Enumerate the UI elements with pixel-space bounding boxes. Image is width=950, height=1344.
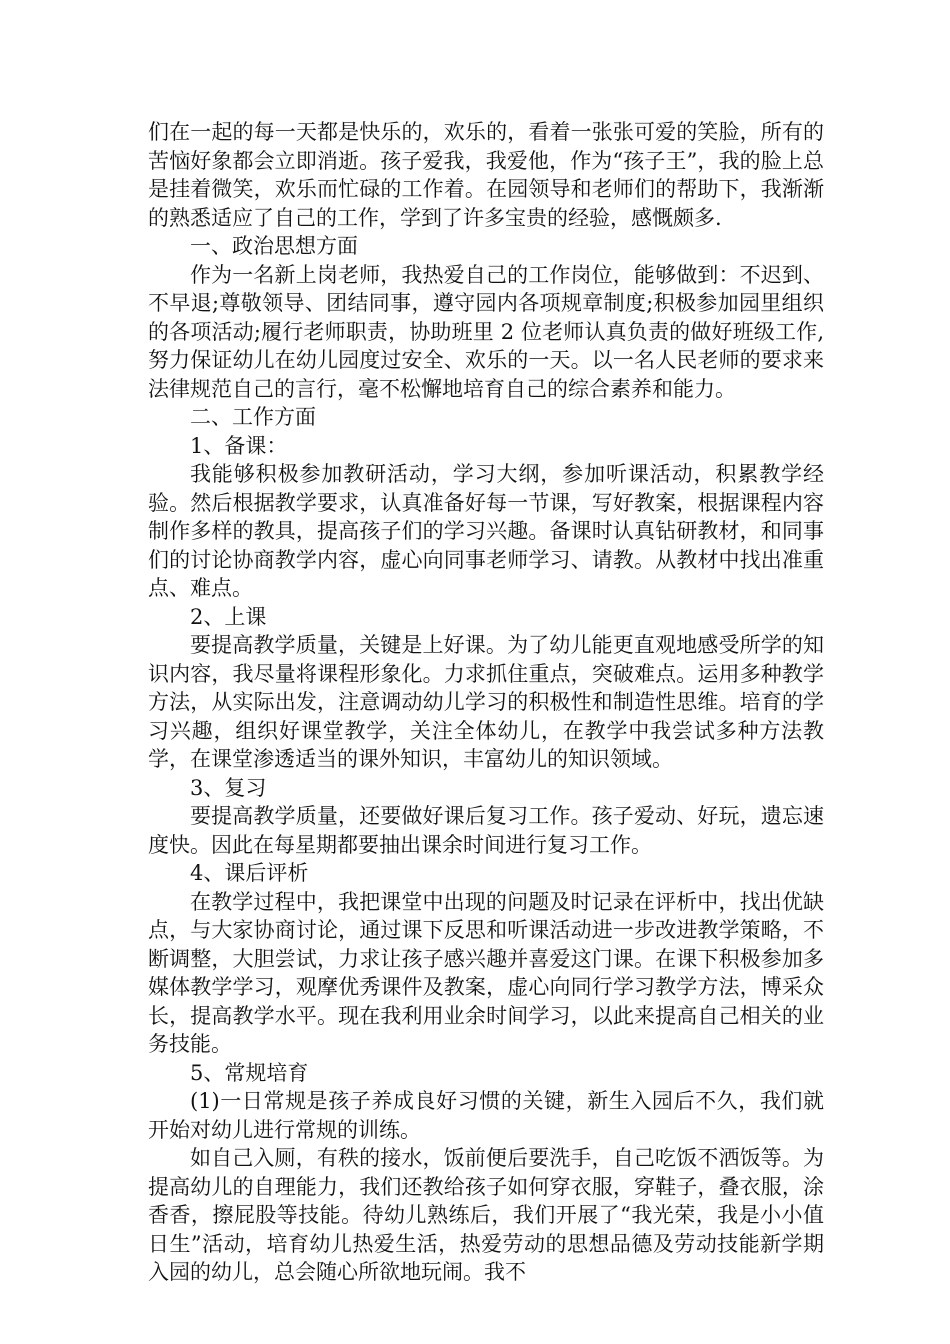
subheading-routine: 5、常规培育 — [190, 1060, 309, 1085]
document-page — [148, 118, 824, 1287]
paragraph-review: 要提高教学质量，还要做好课后复习工作。孩子爱动、好玩，遗忘速度快。因此在每星期都要抽出课余时间进行复习工作。 — [148, 804, 824, 857]
subheading-class: 2、上课 — [190, 604, 267, 629]
section-heading-work: 二、工作方面 — [190, 405, 316, 429]
paragraph-routine-2: 如自己入厕，有秩的接水，饭前便后要洗手，自己吃饭不洒饭等。为提高幼儿的自理能力，我们还教给孩子如何穿衣服，穿鞋子，叠衣服，涂香香，擦屁股等技能。待幼儿熟练后，我们开展了“我光荣，我是小小值日生”活动，培育幼儿热爱生活，热爱劳动的思想品德及劳动技能新学期入园的幼儿，总会随心所欲地玩闹。我不 — [148, 1146, 824, 1284]
subheading-evaluation: 4、课后评析 — [190, 861, 309, 885]
paragraph-routine-1: (1)一日常规是孩子养成良好习惯的关键，新生入园后不久，我们就开始对幼儿进行常规的训练。 — [148, 1089, 824, 1142]
section-heading-political: 一、政治思想方面 — [190, 234, 358, 258]
paragraph-opening: 们在一起的每一天都是快乐的，欢乐的，看着一张张可爱的笑脸，所有的苦恼好象都会立即消逝。孩子爱我，我爱他，作为“孩子王”，我的脸上总是挂着微笑，欢乐而忙碌的工作着。在园领导和老师们的帮助下，我渐渐的熟悉适应了自己的工作，学到了许多宝贵的经验，感慨颇多. — [148, 120, 824, 230]
subheading-review: 3、复习 — [190, 775, 267, 800]
paragraph-political: 作为一名新上岗老师，我热爱自己的工作岗位，能够做到：不迟到、不早退;尊敬领导、团结同事，遵守园内各项规章制度;积极参加园里组织的各项活动;履行老师职责，协助班里 2 位老师认真负责的做好班级工作,努力保证幼儿在幼儿园度过安全、欢乐的一天。以一名人民老师的要求来法律规范自己的言行，毫不松懈地培育自己的综合素养和能力。 — [148, 262, 824, 401]
paragraph-evaluation: 在教学过程中，我把课堂中出现的问题及时记录在评析中，找出优缺点，与大家协商讨论，通过课下反思和听课活动进一步改进教学策略，不断调整，大胆尝试，力求让孩子感兴趣并喜爱这门课。在课下积极参加多媒体教学学习，观摩优秀课件及教案，虚心向同行学习教学方法，博采众长，提高教学水平。现在我利用业余时间学习，以此来提高自己相关的业务技能。 — [148, 889, 824, 1056]
paragraph-lesson-prep: 我能够积极参加教研活动，学习大纲，参加听课活动，积累教学经验。然后根据教学要求，认真准备好每一节课，写好教案，根据课程内容制作多样的教具，提高孩子们的学习兴趣。备课时认真钻研教材，和同事们的讨论协商教学内容，虚心向同事老师学习、请教。从教材中找出准重点、难点。 — [148, 462, 824, 600]
paragraph-class: 要提高教学质量，关键是上好课。为了幼儿能更直观地感受所学的知识内容，我尽量将课程形象化。力求抓住重点，突破难点。运用多种教学方法，从实际出发，注意调动幼儿学习的积极性和制造性思维。培育的学习兴趣，组织好课堂教学，关注全体幼儿，在教学中我尝试多种方法教学，在课堂渗透适当的课外知识，丰富幼儿的知识领域。 — [148, 633, 824, 771]
subheading-lesson-prep: 1、备课： — [190, 433, 288, 458]
